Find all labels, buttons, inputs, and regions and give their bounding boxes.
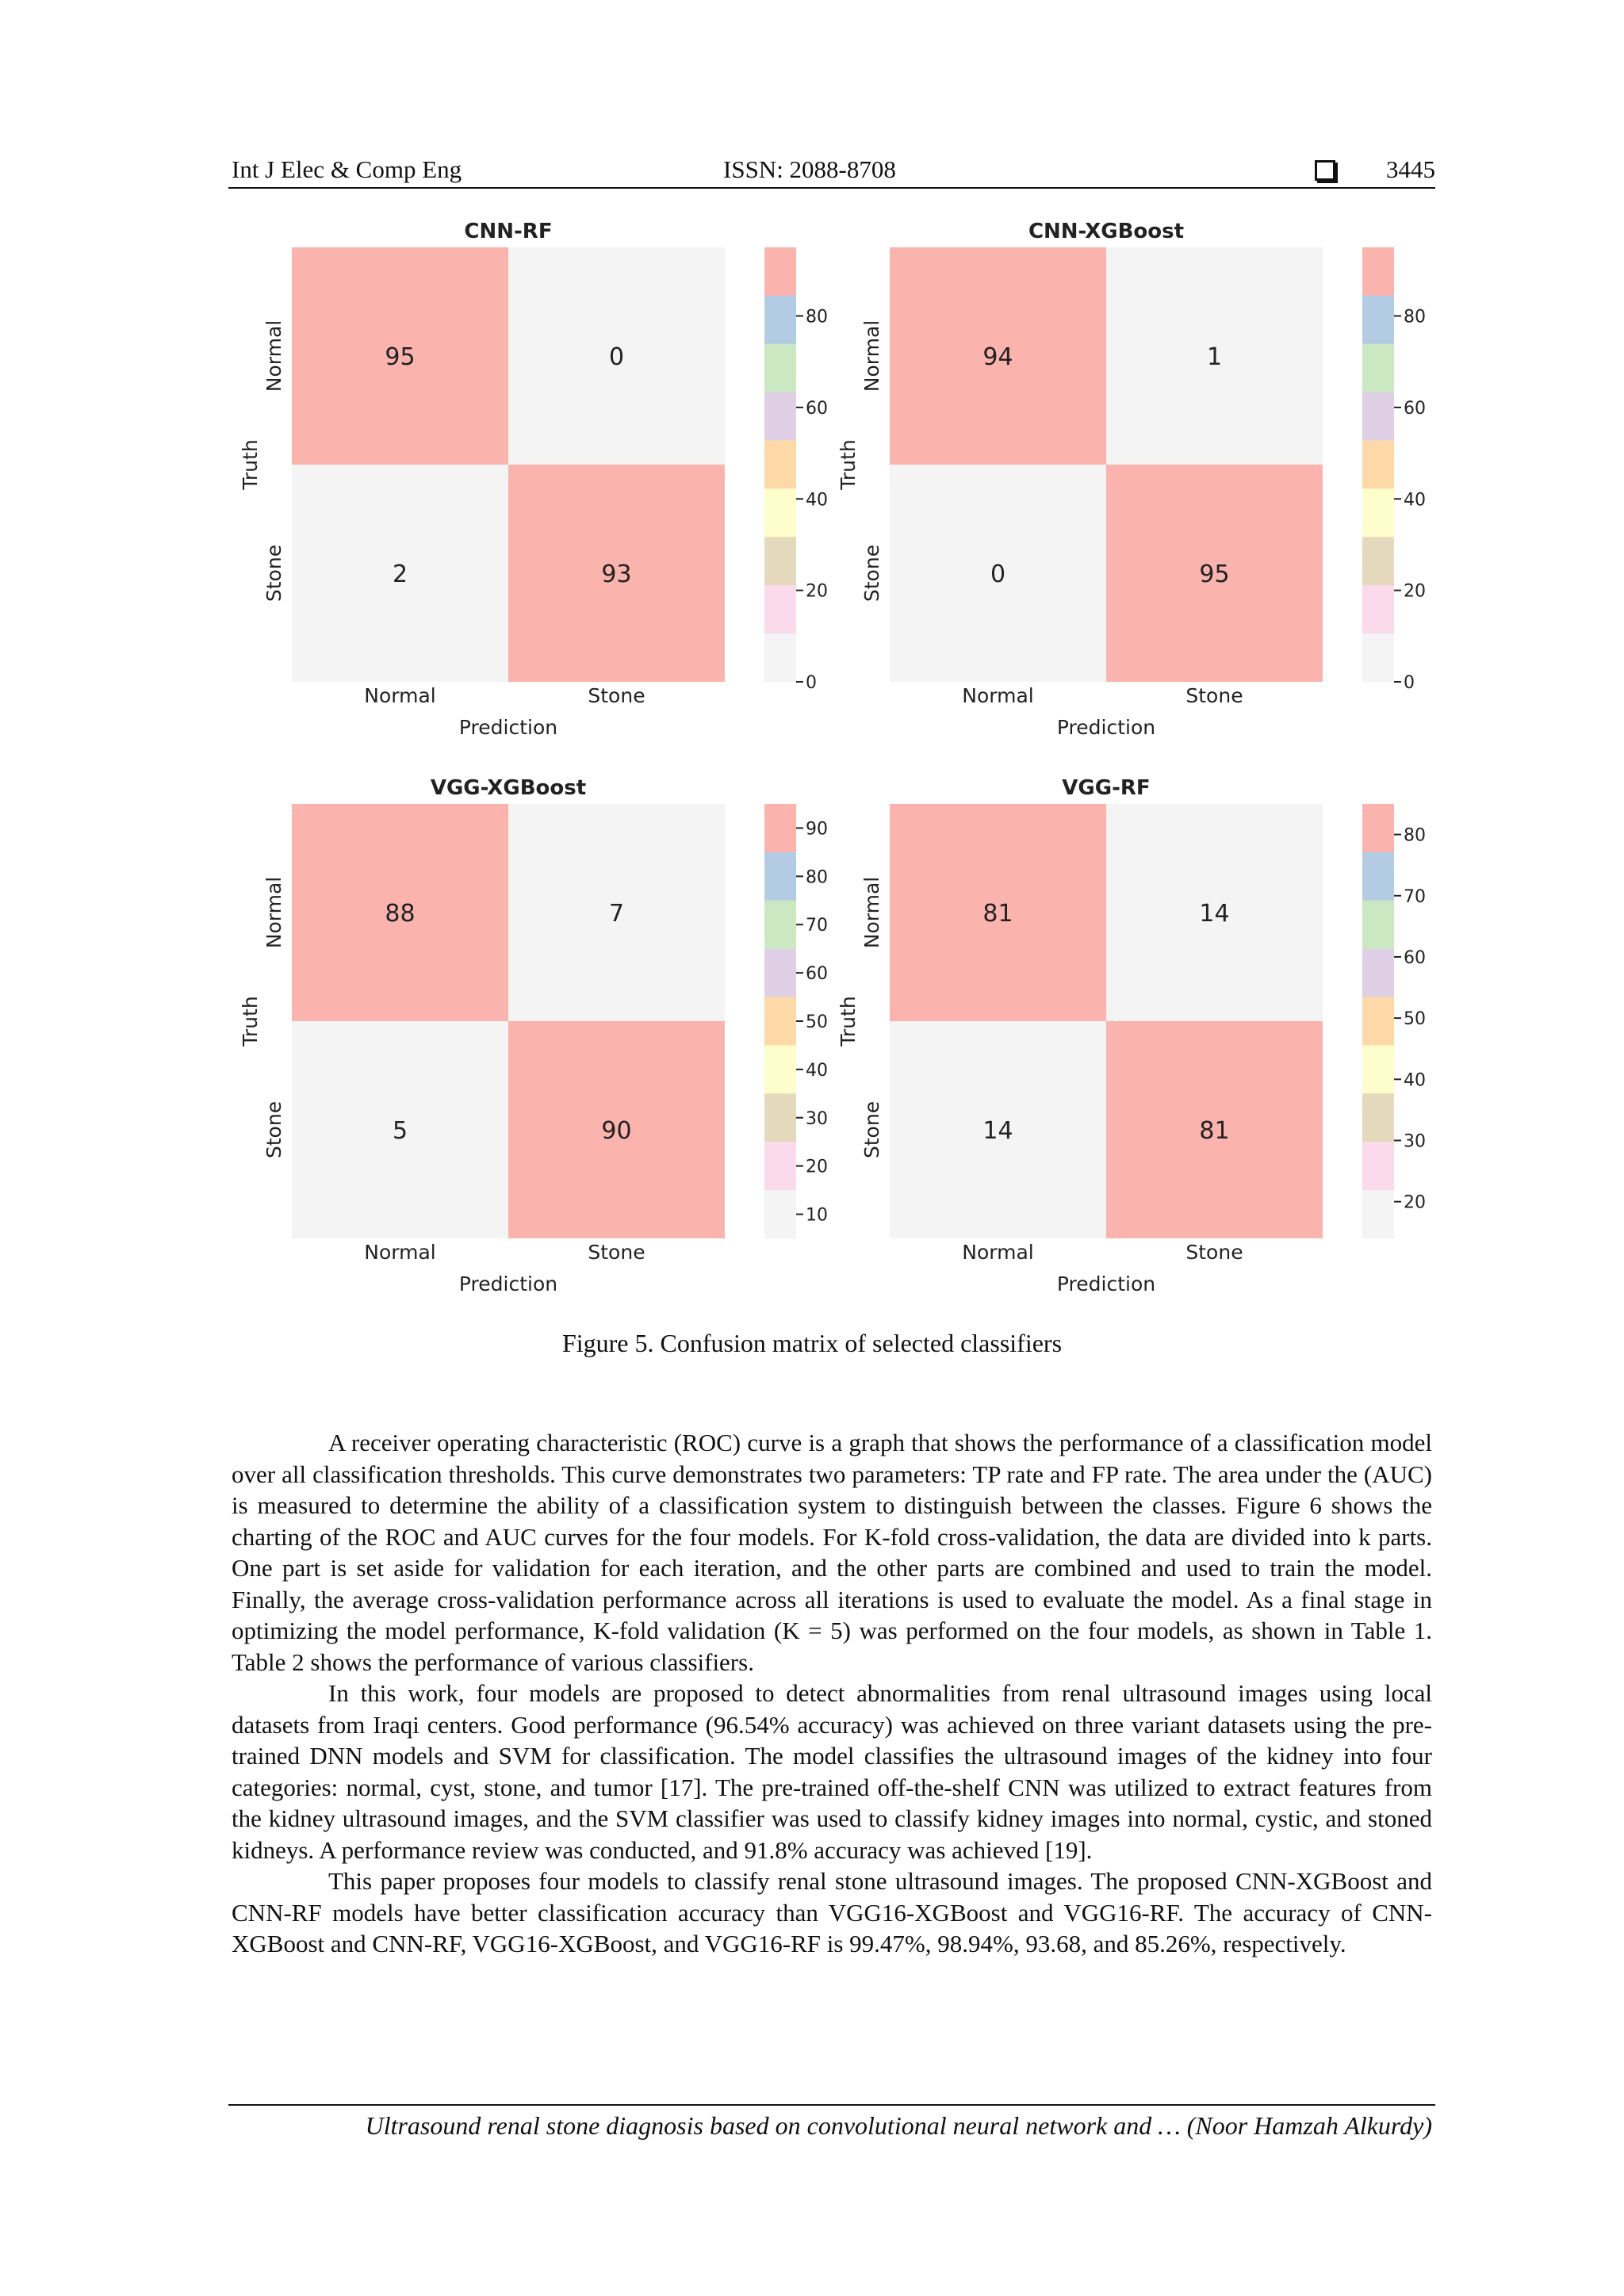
colorbar-band xyxy=(1362,633,1394,682)
colorbar-tick-label: 40 xyxy=(1404,1070,1426,1091)
colorbar-band xyxy=(1362,1142,1394,1190)
square-bullet-icon xyxy=(1315,160,1335,181)
footer-rule xyxy=(228,2104,1435,2106)
colorbar-tick-label: 30 xyxy=(806,1108,828,1129)
colorbar-tick-label: 0 xyxy=(1404,673,1415,693)
x-tick-label: Normal xyxy=(364,1241,436,1264)
cell-value-label: 95 xyxy=(385,343,416,371)
colorbar-tick-label: 0 xyxy=(806,673,817,693)
chart-title: CNN-RF xyxy=(464,220,553,243)
cell-value-label: 14 xyxy=(982,1117,1013,1145)
colorbar-band xyxy=(764,1045,796,1093)
colorbar-band xyxy=(764,296,796,344)
colorbar-band xyxy=(764,901,796,949)
figure-5 xyxy=(230,198,1443,1308)
colorbar-band xyxy=(764,441,796,489)
confusion-matrix-cnn-rf xyxy=(239,220,828,739)
issn: ISSN: 2088-8708 xyxy=(723,155,896,183)
colorbar-band xyxy=(1362,344,1394,392)
y-axis-label: Truth xyxy=(239,439,262,490)
y-tick-label: Normal xyxy=(860,320,883,392)
colorbar-band xyxy=(764,804,796,852)
colorbar-tick-label: 70 xyxy=(806,916,828,936)
x-tick-label: Stone xyxy=(588,684,645,707)
y-tick-label: Normal xyxy=(262,320,285,392)
cell-value-label: 14 xyxy=(1199,900,1230,928)
colorbar-tick-label: 40 xyxy=(806,490,828,511)
running-header xyxy=(232,155,1435,187)
colorbar-band xyxy=(1362,997,1394,1046)
confusion-matrix-cnn-xgboost xyxy=(837,220,1426,739)
colorbar-tick-label: 60 xyxy=(1404,398,1426,419)
colorbar-tick-label: 50 xyxy=(1404,1009,1426,1030)
colorbar-band xyxy=(1362,804,1394,852)
colorbar-band xyxy=(764,852,796,901)
colorbar-tick-label: 80 xyxy=(806,307,828,327)
colorbar-band xyxy=(764,1093,796,1142)
colorbar-tick-label: 10 xyxy=(806,1205,828,1226)
colorbar-tick-label: 20 xyxy=(806,1157,828,1177)
confusion-matrix-figure xyxy=(230,198,1443,1308)
cell-value-label: 2 xyxy=(392,561,408,588)
colorbar-band xyxy=(764,949,796,997)
colorbar-band xyxy=(764,488,796,537)
colorbar-band xyxy=(1362,1093,1394,1142)
x-tick-label: Normal xyxy=(962,1241,1034,1264)
chart-title: VGG-RF xyxy=(1062,776,1151,800)
y-tick-label: Stone xyxy=(262,544,285,603)
cell-value-label: 5 xyxy=(392,1117,408,1145)
cell-value-label: 95 xyxy=(1199,561,1230,588)
paragraph-roc: A receiver operating characteristic (ROC) curve is a graph that shows the performance of a classification model over all classification thresholds. This curve demonstrates two parameters: TP rate and FP rate. The area under the (AUC) is measured to determine the ability of a classification system to distinguish between the classes. Figure 6 shows the charting of the ROC and AUC curves for the four models. For K-fold cross-validation, the data are divided into k parts. One part is set aside for validation for each iteration, and the other parts are combined and used to train the model. Finally, the average cross-validation performance across all iterations is used to evaluate the model. As a final stage in optimizing the model performance, K-fold validation (K = 5) was performed on the four models, as shown in Table 1. Table 2 shows the performance of various classifiers. xyxy=(232,1429,1432,1676)
chart-title: VGG-XGBoost xyxy=(430,776,587,800)
cell-value-label: 7 xyxy=(608,900,625,928)
x-axis-label: Prediction xyxy=(458,1272,558,1295)
y-tick-label: Normal xyxy=(262,876,285,949)
paragraph-proposal: This paper proposes four models to classify renal stone ultrasound images. The proposed CNN-XGBoost and CNN-RF models have better classification accuracy than VGG16-XGBoost and VGG16-RF. The accuracy of CNN-XGBoost and CNN-RF, VGG16-XGBoost, and VGG16-RF is 99.47%, 98.94%, 93.68, and 85.26%, respectively. xyxy=(232,1867,1432,1957)
y-axis-label: Truth xyxy=(837,439,860,490)
y-tick-label: Stone xyxy=(860,544,883,603)
journal-name: Int J Elec & Comp Eng xyxy=(232,155,462,183)
colorbar-band xyxy=(764,344,796,392)
header-rule xyxy=(228,187,1435,189)
colorbar-band xyxy=(1362,852,1394,901)
colorbar-band xyxy=(1362,441,1394,489)
colorbar-band xyxy=(764,1142,796,1190)
colorbar-band xyxy=(1362,1045,1394,1093)
colorbar-band xyxy=(764,633,796,682)
colorbar-tick-label: 50 xyxy=(806,1012,828,1032)
x-tick-label: Stone xyxy=(1185,1241,1243,1264)
figure-caption: Figure 5. Confusion matrix of selected classifiers xyxy=(561,1329,1063,1357)
x-axis-label: Prediction xyxy=(1056,716,1156,739)
colorbar-tick-label: 60 xyxy=(806,398,828,419)
colorbar-tick-label: 40 xyxy=(1404,490,1426,511)
paragraph-related-work: In this work, four models are proposed to detect abnormalities from renal ultrasound images using local datasets from Iraqi centers. Good performance (96.54% accuracy) was achieved on three variant datasets using the pre-trained DNN models and SVM for classification. The model classifies the ultrasound images of the kidney into four categories: normal, cyst, stone, and tumor [17]. The pre-trained off-the-shelf CNN was utilized to extract features from the kidney ultrasound images, and the SVM classifier was used to classify kidney images into normal, cystic, and stoned kidneys. A performance review was conducted, and 91.8% accuracy was achieved [19]. xyxy=(232,1679,1432,1864)
colorbar-tick-label: 20 xyxy=(806,581,828,602)
colorbar-band xyxy=(764,1190,796,1238)
cell-value-label: 88 xyxy=(385,900,416,928)
colorbar-band xyxy=(764,392,796,441)
colorbar-band xyxy=(1362,488,1394,537)
cell-value-label: 0 xyxy=(990,561,1006,588)
colorbar-tick-label: 70 xyxy=(1404,886,1426,907)
colorbar-tick-label: 30 xyxy=(1404,1131,1426,1152)
colorbar-band xyxy=(1362,1190,1394,1238)
x-axis-label: Prediction xyxy=(1056,1272,1156,1295)
y-tick-label: Stone xyxy=(262,1100,285,1159)
footer-running-title: Ultrasound renal stone diagnosis based on convolutional neural network and … (Noor Hamzah Alkurdy) xyxy=(365,2111,1432,2140)
colorbar-band xyxy=(1362,296,1394,344)
colorbar-tick-label: 80 xyxy=(1404,825,1426,846)
colorbar-band xyxy=(1362,949,1394,997)
colorbar-band xyxy=(1362,585,1394,633)
colorbar-tick-label: 60 xyxy=(806,964,828,985)
x-tick-label: Stone xyxy=(1185,684,1243,707)
colorbar-tick-label: 80 xyxy=(1404,307,1426,327)
confusion-matrix-vgg-xgboost xyxy=(239,776,828,1295)
cell-value-label: 93 xyxy=(601,561,632,588)
y-tick-label: Normal xyxy=(860,876,883,949)
colorbar-tick-label: 20 xyxy=(1404,1192,1426,1213)
cell-value-label: 81 xyxy=(982,900,1013,928)
colorbar-tick-label: 90 xyxy=(806,819,828,840)
cell-value-label: 94 xyxy=(982,343,1013,371)
colorbar-band xyxy=(1362,247,1394,296)
colorbar-tick-label: 20 xyxy=(1404,581,1426,602)
colorbar-band xyxy=(764,247,796,296)
colorbar-tick-label: 80 xyxy=(806,867,828,888)
colorbar-band xyxy=(1362,537,1394,585)
colorbar-tick-label: 60 xyxy=(1404,947,1426,968)
body-text xyxy=(232,1427,1432,1960)
cell-value-label: 81 xyxy=(1199,1117,1230,1145)
x-tick-label: Normal xyxy=(364,684,436,707)
colorbar-band xyxy=(764,997,796,1046)
chart-title: CNN-XGBoost xyxy=(1028,220,1185,243)
colorbar-band xyxy=(764,585,796,633)
cell-value-label: 0 xyxy=(608,343,625,371)
confusion-matrix-vgg-rf xyxy=(837,776,1426,1295)
y-tick-label: Stone xyxy=(860,1100,883,1159)
y-axis-label: Truth xyxy=(837,996,860,1047)
cell-value-label: 90 xyxy=(601,1117,632,1145)
x-tick-label: Stone xyxy=(588,1241,645,1264)
y-axis-label: Truth xyxy=(239,996,262,1047)
colorbar-band xyxy=(1362,392,1394,441)
cell-value-label: 1 xyxy=(1206,343,1223,371)
page-number: 3445 xyxy=(1386,155,1435,183)
colorbar-band xyxy=(1362,901,1394,949)
x-tick-label: Normal xyxy=(962,684,1034,707)
colorbar-band xyxy=(764,537,796,585)
colorbar-tick-label: 40 xyxy=(806,1060,828,1081)
x-axis-label: Prediction xyxy=(458,716,558,739)
